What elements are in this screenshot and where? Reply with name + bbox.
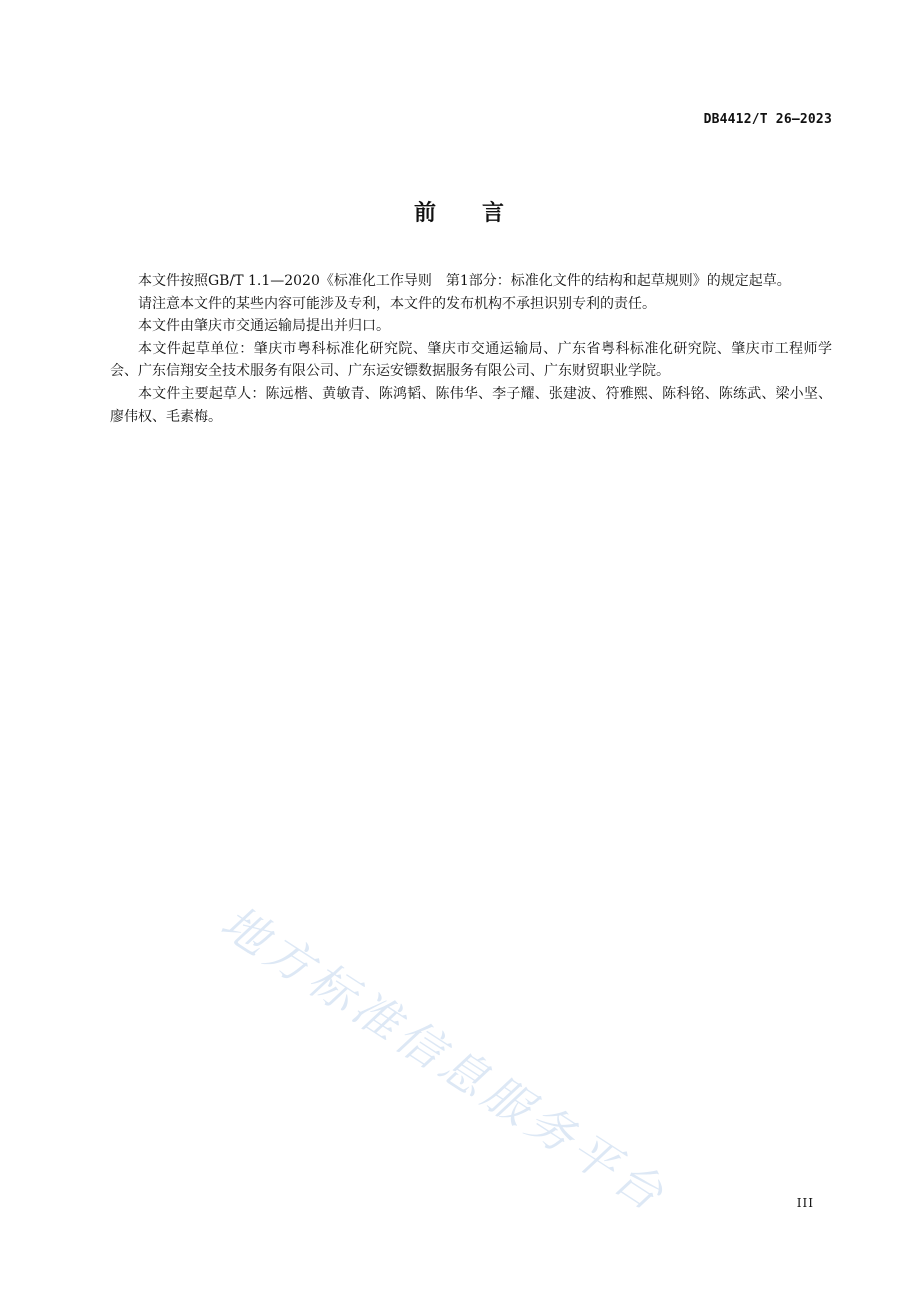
title-char-1: 前 [413,201,438,226]
paragraph-drafters: 本文件主要起草人：陈远楷、黄敏青、陈鸿韬、陈伟华、李子耀、张建波、符雅熙、陈科铭、陈练武、梁小坚、廖伟权、毛素梅。 [110,385,832,425]
title-char-2: 言 [482,201,507,226]
paragraph-proposer: 本文件由肇庆市交通运输局提出并归口。 [138,318,390,335]
foreword-body [110,270,832,428]
watermark: 地方标准信息服务平台 [211,894,678,1224]
paragraph-patent-notice: 请注意本文件的某些内容可能涉及专利，本文件的发布机构不承担识别专利的责任。 [138,295,656,312]
page-title [0,196,920,227]
document-id: DB4412/T 26—2023 [703,112,832,127]
paragraph-drafting-units: 本文件起草单位：肇庆市粤科标准化研究院、肇庆市交通运输局、广东省粤科标准化研究院、肇庆市工程师学会、广东信翔安全技术服务有限公司、广东运安镖数据服务有限公司、广东财贸职业学院。 [110,340,832,380]
page-number: III [796,1196,814,1210]
paragraph-drafting-basis: 本文件按照GB/T 1.1—2020《标准化工作导则 第1部分：标准化文件的结构和起草规则》的规定起草。 [138,273,791,289]
